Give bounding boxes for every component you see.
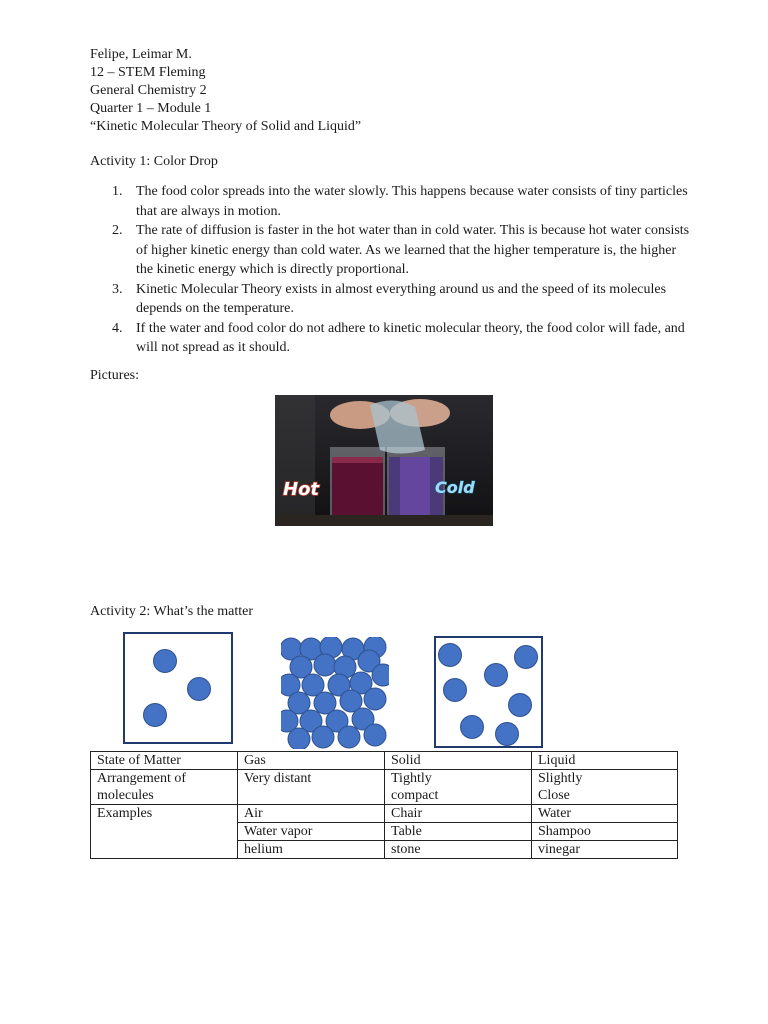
molecule [508, 693, 532, 717]
pictures-label: Pictures: [90, 368, 139, 383]
table-cell: Chair [385, 805, 532, 823]
molecule [460, 715, 484, 739]
module-name: Quarter 1 – Module 1 [90, 101, 212, 116]
molecule [514, 645, 538, 669]
activity2-title: Activity 2: What’s the matter [90, 604, 254, 619]
list-item-text: If the water and food color do not adhere to kinetic molecular theory, the food color will fade, and will not spread as it should. [136, 320, 685, 355]
table-cell: State of Matter [91, 752, 238, 770]
table-row [91, 770, 678, 805]
table-cell: Air [238, 805, 385, 823]
table-cell: Water [532, 805, 678, 823]
molecule [438, 643, 462, 667]
table-cell: Solid [385, 752, 532, 770]
table-cell: Gas [238, 752, 385, 770]
table-cell: Shampoo [532, 823, 678, 841]
table-cell: stone [385, 841, 532, 859]
molecule [153, 649, 177, 673]
list-item-text: Kinetic Molecular Theory exists in almost everything around us and the speed of its molecules depends on the temperature. [136, 281, 667, 316]
list-item [90, 280, 690, 319]
list-item [90, 221, 690, 280]
module-topic: “Kinetic Molecular Theory of Solid and Liquid” [90, 119, 362, 134]
molecule [495, 722, 519, 746]
photo-illustration [275, 395, 493, 526]
list-item-number: 4. [112, 320, 123, 336]
table-cell: Examples [91, 805, 238, 859]
student-section: 12 – STEM Fleming [90, 65, 206, 80]
table-cell: Tightly compact [385, 770, 532, 805]
solid-molecules [281, 637, 389, 749]
student-name: Felipe, Leimar M. [90, 47, 192, 62]
list-item [90, 319, 690, 358]
table-cell: vinegar [532, 841, 678, 859]
table-row [91, 752, 678, 770]
molecule [143, 703, 167, 727]
table-cell: Very distant [238, 770, 385, 805]
table-cell: Slightly Close [532, 770, 678, 805]
table-cell: helium [238, 841, 385, 859]
activity1-title: Activity 1: Color Drop [90, 154, 218, 169]
color-drop-photo [275, 395, 493, 526]
table-cell: Liquid [532, 752, 678, 770]
subject-name: General Chemistry 2 [90, 83, 207, 98]
liquid-diagram [434, 636, 543, 748]
solid-diagram [281, 637, 389, 749]
hot-label: Hot [283, 479, 320, 500]
molecule [187, 677, 211, 701]
list-item-number: 1. [112, 184, 123, 199]
table-cell: Water vapor [238, 823, 385, 841]
list-item-text: The food color spreads into the water slowly. This happens because water consists of tiny particles that are always in motion. [136, 184, 688, 219]
table-cell: Arrangement of molecules [91, 770, 238, 805]
cold-label: Cold [435, 478, 475, 497]
molecule [443, 678, 467, 702]
molecule [484, 663, 508, 687]
states-of-matter-table [90, 751, 678, 859]
table-cell: Table [385, 823, 532, 841]
gas-diagram [123, 632, 233, 744]
list-item-number: 2. [112, 223, 123, 238]
table-row [91, 805, 678, 823]
list-item-text: The rate of diffusion is faster in the hot water than in cold water. This is because hot water consists of higher kinetic energy than cold water. As we learned that the higher temperature is, the higher the kinetic energy which is directly proportional. [136, 223, 690, 277]
activity1-answers [90, 182, 690, 358]
list-item-number: 3. [112, 281, 123, 297]
list-item [90, 182, 690, 221]
